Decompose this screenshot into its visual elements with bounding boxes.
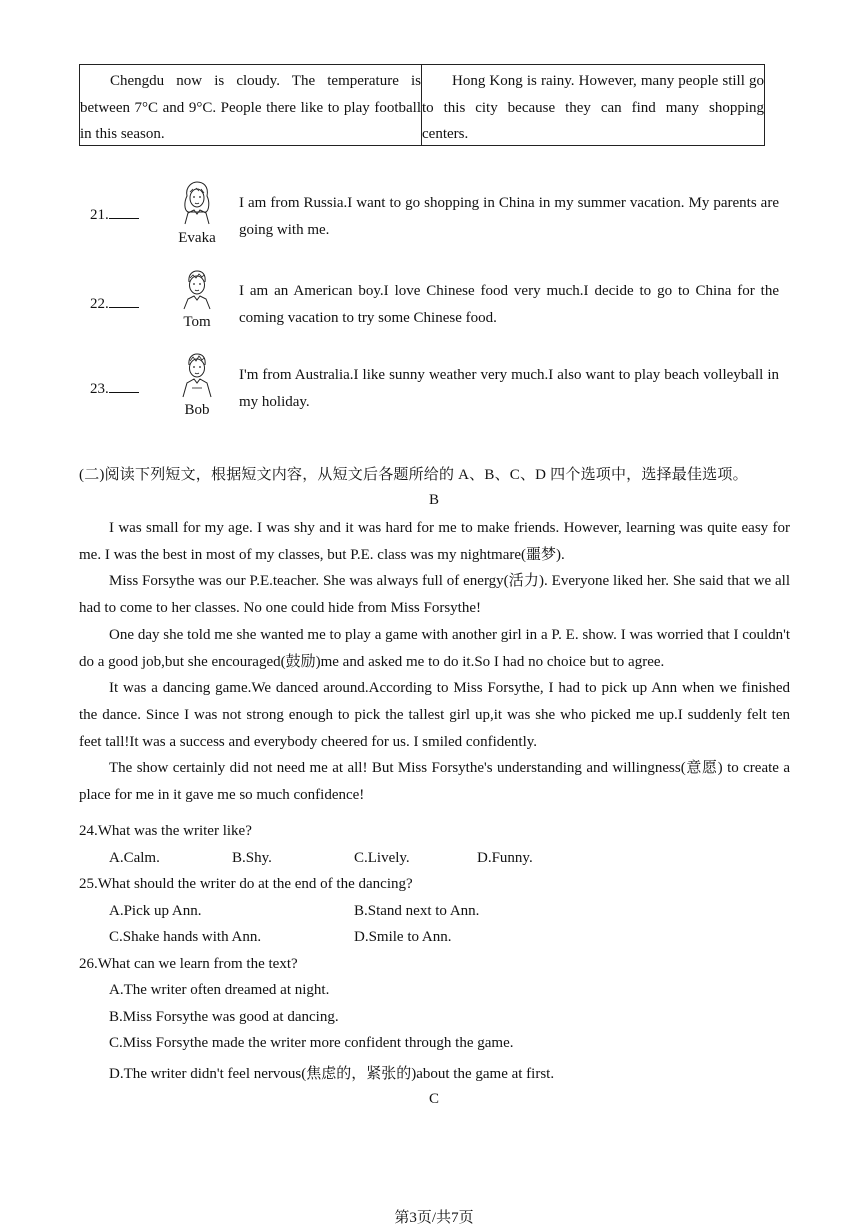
option-c[interactable]: C.Lively. (354, 850, 410, 866)
weather-table (79, 64, 765, 146)
person-evaka (172, 180, 222, 247)
person-name: Tom (183, 314, 211, 330)
person-statement: I am an American boy.I love Chinese food very much.I decide to go to China for the coming vacation to try some Chinese food. (239, 283, 779, 326)
table-cell-hongkong: Hong Kong is rainy. However, many people still go to this city because they can find many shopping centers. (422, 73, 764, 142)
option-a[interactable]: A.Calm. (109, 850, 160, 866)
question-24-stem: 24.What was the writer like? (79, 823, 252, 839)
answer-blank[interactable] (109, 380, 139, 393)
person-statement: I am from Russia.I want to go shopping in China in my summer vacation. My parents are going with me. (239, 195, 779, 238)
answer-blank[interactable] (109, 295, 139, 308)
boy-portrait-icon (180, 352, 214, 398)
passage-paragraph: The show certainly did not need me at all! But Miss Forsythe's understanding and willingness(意愿) to create a place for me in it gave me so much confidence! (79, 760, 790, 804)
option-c[interactable]: C.Miss Forsythe made the writer more confident through the game. (109, 1035, 514, 1051)
section-c-heading: C (428, 1091, 439, 1107)
option-b[interactable]: B.Shy. (232, 850, 272, 866)
reading-passage (79, 515, 790, 809)
option-a[interactable]: A.Pick up Ann. (109, 903, 202, 919)
option-d[interactable]: D.The writer didn't feel nervous(焦虑的，紧张的)about the game at first. (109, 1066, 555, 1082)
question-23-number: 23. (90, 380, 139, 398)
section-b-heading: B (428, 492, 439, 508)
person-bob (172, 352, 222, 419)
option-c[interactable]: C.Shake hands with Ann. (109, 929, 262, 945)
option-d[interactable]: D.Funny. (477, 850, 533, 866)
passage-paragraph: I was small for my age. I was shy and it was hard for me to make friends. However, learning was quite easy for me. I was the best in most of my classes, but P.E. class was my nightmare(噩梦). (79, 520, 790, 563)
page-number: 第3页/共7页 (394, 1210, 474, 1226)
table-cell-chengdu: Chengdu now is cloudy. The temperature is between 7°C and 9°C. People there like to play football in this season. (80, 65, 422, 145)
passage-paragraph: Miss Forsythe was our P.E.teacher. She was always full of energy(活力). Everyone liked her. She said that we all had to come to her classes. No one could hide from Miss Forsythe! (79, 573, 790, 617)
question-22-number: 22. (90, 295, 139, 313)
person-statement: I'm from Australia.I like sunny weather very much.I also want to play beach volleyball in my holiday. (239, 367, 779, 410)
girl-portrait-icon (179, 180, 215, 226)
passage-paragraph: It was a dancing game.We danced around.According to Miss Forsythe, I had to pick up Ann when we finished the dance. Since I was not strong enough to pick the tallest girl up,it was she who picked me up.I suddenly felt ten feet tall!It was a success and everybody cheered for us. I smiled confidently. (79, 680, 790, 750)
person-tom (172, 268, 222, 331)
person-name: Bob (184, 402, 210, 418)
question-26-stem: 26.What can we learn from the text? (79, 956, 298, 972)
question-21-number: 21. (90, 206, 139, 224)
question-25-stem: 25.What should the writer do at the end of the dancing? (79, 876, 413, 892)
person-name: Evaka (178, 230, 216, 246)
boy-portrait-icon (180, 268, 214, 310)
option-b[interactable]: B.Miss Forsythe was good at dancing. (109, 1009, 339, 1025)
section-instruction: (二)阅读下列短文，根据短文内容，从短文后各题所给的 A、B、C、D 四个选项中，选择最佳选项。 (79, 467, 748, 483)
option-d[interactable]: D.Smile to Ann. (354, 929, 452, 945)
option-b[interactable]: B.Stand next to Ann. (354, 903, 480, 919)
option-a[interactable]: A.The writer often dreamed at night. (109, 982, 330, 998)
passage-paragraph: One day she told me she wanted me to play a game with another girl in a P. E. show. I was worried that I couldn't do a good job,but she encouraged(鼓励)me and asked me to do it.So I had no choice but to agree. (79, 626, 790, 670)
answer-blank[interactable] (109, 206, 139, 219)
